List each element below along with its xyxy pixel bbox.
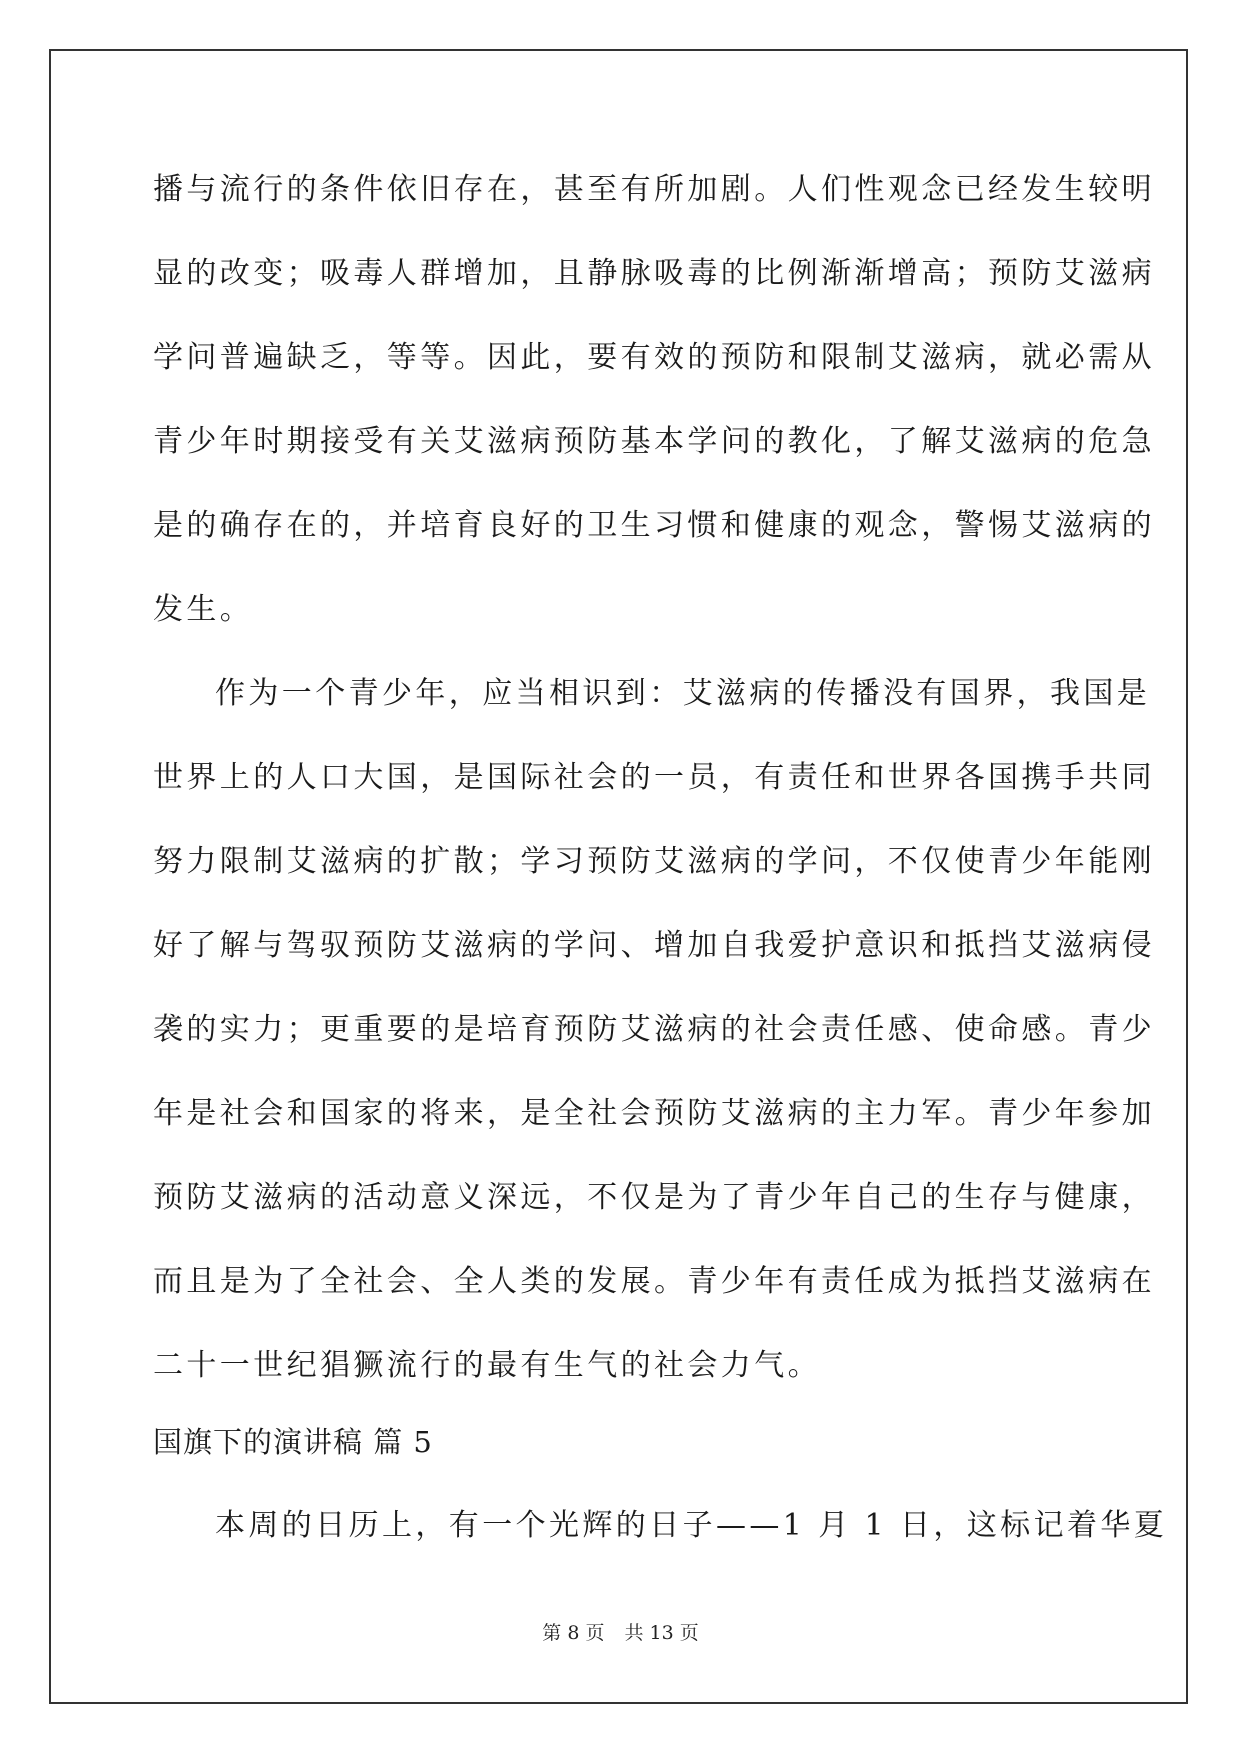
paragraph-2	[153, 664, 1155, 1420]
text-line: 袭的实力；更重要的是培育预防艾滋病的社会责任感、使命感。青少	[153, 1012, 1155, 1047]
text-line: 是的确存在的，并培育良好的卫生习惯和健康的观念，警惕艾滋病的	[153, 508, 1155, 543]
text-line: 作为一个青少年，应当相识到：艾滋病的传播没有国界，我国是	[215, 676, 1151, 711]
text-line: 好了解与驾驭预防艾滋病的学问、增加自我爱护意识和抵挡艾滋病侵	[153, 928, 1155, 963]
text-line: 二十一世纪猖獗流行的最有生气的社会力气。	[153, 1348, 821, 1383]
page-number-current: 第 8 页	[542, 1622, 605, 1644]
paragraph-1	[153, 160, 1155, 664]
text-line: 而且是为了全社会、全人类的发展。青少年有责任成为抵挡艾滋病在	[153, 1264, 1155, 1299]
section-heading: 国旗下的演讲稿 篇 5	[153, 1425, 433, 1459]
text-line: 本周的日历上，有一个光辉的日子——1 月 1 日，这标记着华夏	[215, 1508, 1168, 1543]
document-body	[153, 160, 1168, 1580]
text-line: 显的改变；吸毒人群增加，且静脉吸毒的比例渐渐增高；预防艾滋病	[153, 256, 1155, 291]
paragraph-3	[153, 1496, 1168, 1580]
page-footer	[0, 1618, 1241, 1645]
page-number-total: 共 13 页	[624, 1622, 699, 1644]
text-line: 青少年时期接受有关艾滋病预防基本学问的教化，了解艾滋病的危急	[153, 424, 1155, 459]
text-line: 世界上的人口大国，是国际社会的一员，有责任和世界各国携手共同	[153, 760, 1155, 795]
text-line: 播与流行的条件依旧存在，甚至有所加剧。人们性观念已经发生较明	[153, 172, 1155, 207]
text-line: 年是社会和国家的将来，是全社会预防艾滋病的主力军。青少年参加	[153, 1096, 1155, 1131]
text-line: 努力限制艾滋病的扩散；学习预防艾滋病的学问，不仅使青少年能刚	[153, 844, 1155, 879]
text-line: 学问普遍缺乏，等等。因此，要有效的预防和限制艾滋病，就必需从	[153, 340, 1155, 375]
text-line: 发生。	[153, 592, 254, 627]
text-line: 预防艾滋病的活动意义深远，不仅是为了青少年自己的生存与健康，	[153, 1180, 1155, 1215]
